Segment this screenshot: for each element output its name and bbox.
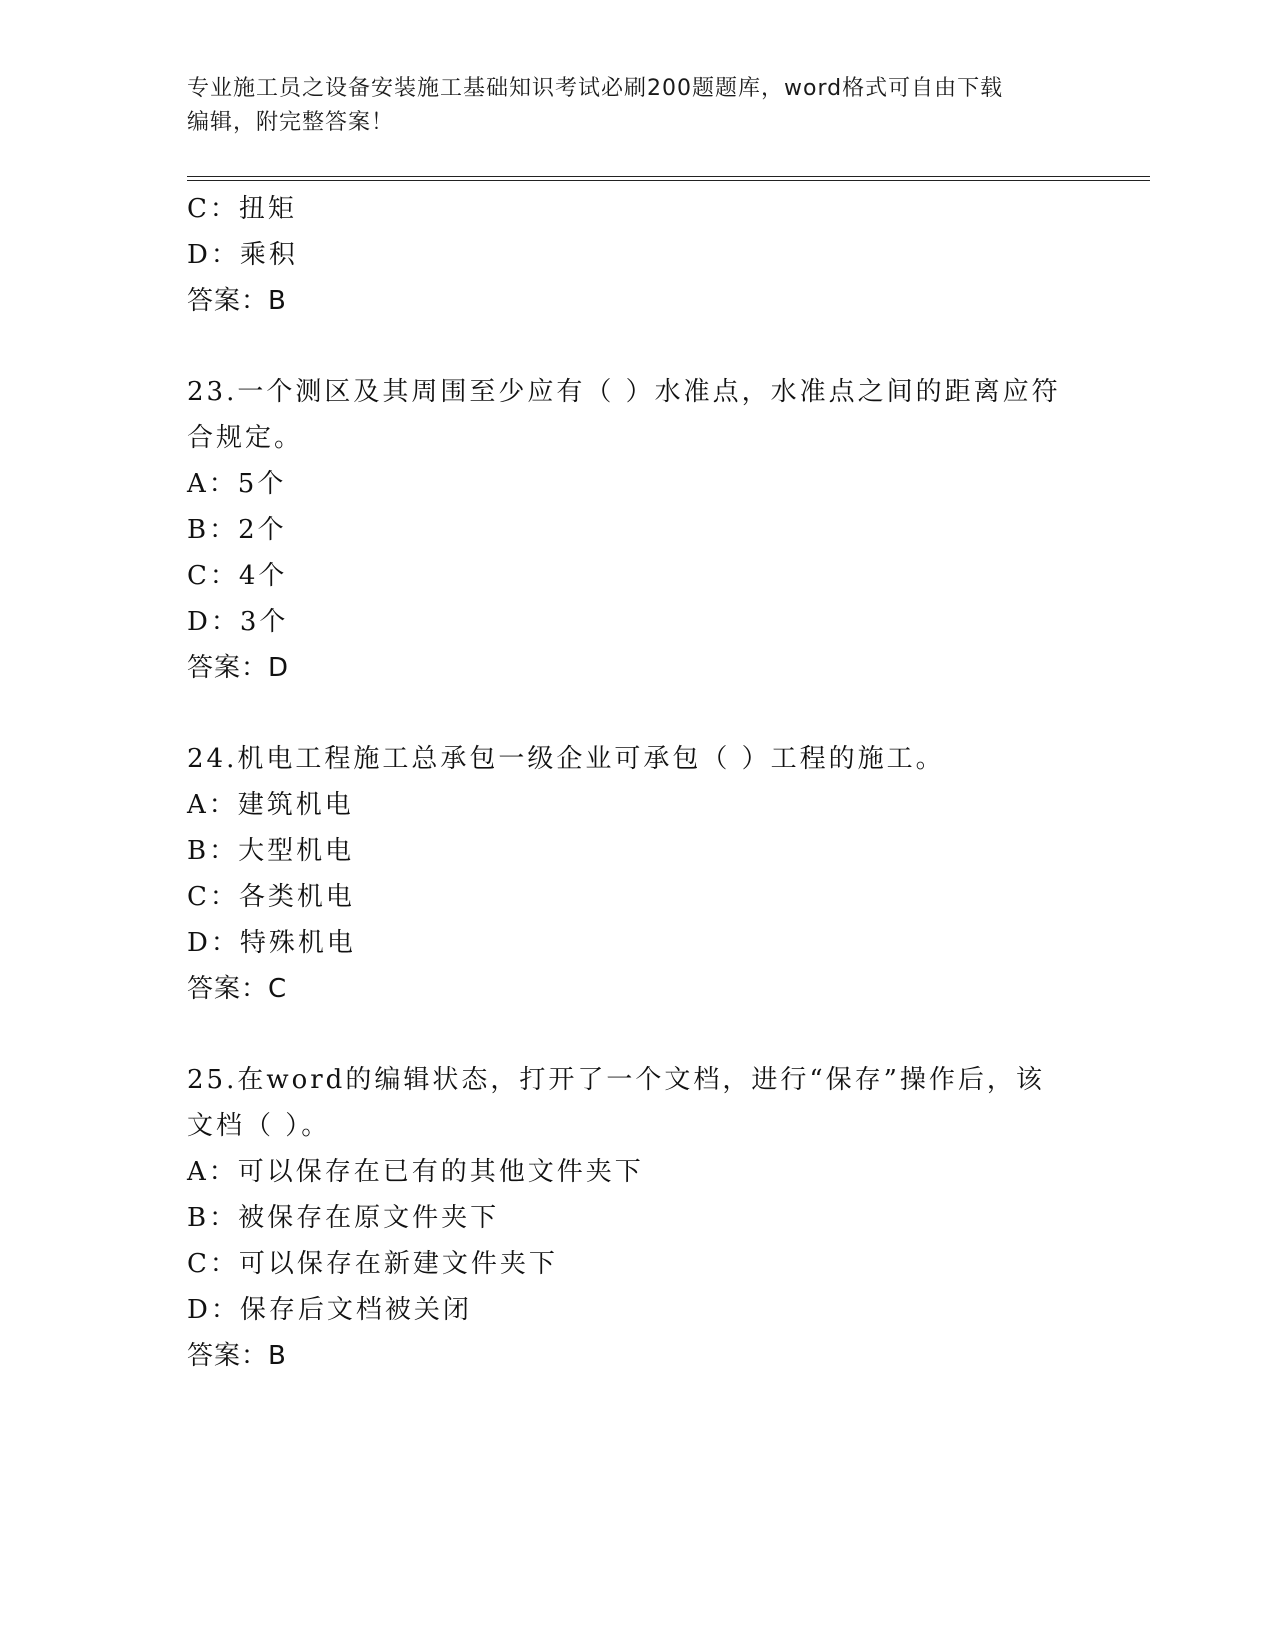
question-stem-line-1: 23.一个测区及其周围至少应有（ ）水准点，水准点之间的距离应符: [187, 377, 1061, 407]
option-a: A：5个: [187, 469, 287, 499]
option-d: D：保存后文档被关闭: [187, 1295, 472, 1325]
question-list: [187, 186, 1067, 1379]
question-stem-line-1: 25.在word的编辑状态，打开了一个文档，进行“保存”操作后，该: [187, 1065, 1045, 1095]
answer: 答案：B: [187, 1341, 287, 1371]
question-stem-line-2: 合规定。: [187, 423, 304, 453]
document-header: [187, 72, 1067, 140]
question-23: [187, 369, 1067, 691]
question-22-continued: [187, 186, 1067, 324]
option-b: B：被保存在原文件夹下: [187, 1203, 500, 1233]
option-a: A：可以保存在已有的其他文件夹下: [187, 1157, 644, 1187]
header-title-line-1: 专业施工员之设备安装施工基础知识考试必刷200题题库，word格式可自由下载: [187, 76, 1004, 101]
answer: 答案：C: [187, 974, 288, 1004]
option-c: C：4个: [187, 561, 288, 591]
option-c: C：可以保存在新建文件夹下: [187, 1249, 558, 1279]
question-25: [187, 1057, 1067, 1379]
option-b: B：大型机电: [187, 836, 355, 866]
answer: 答案：D: [187, 653, 290, 683]
option-d: D：特殊机电: [187, 928, 356, 958]
answer: 答案：B: [187, 286, 287, 316]
option-a: A：建筑机电: [187, 790, 354, 820]
option-b: B：2个: [187, 515, 287, 545]
question-stem-line-1: 24.机电工程施工总承包一级企业可承包（ ）工程的施工。: [187, 744, 945, 774]
option-c: C：各类机电: [187, 882, 355, 912]
option-d: D：3个: [187, 607, 289, 637]
option-c: C：扭矩: [187, 194, 297, 224]
header-divider: [187, 176, 1150, 181]
question-stem-line-2: 文档（ ）。: [187, 1111, 331, 1141]
option-d: D：乘积: [187, 240, 298, 270]
header-title-line-2: 编辑，附完整答案！: [187, 110, 395, 135]
question-24: [187, 736, 1067, 1012]
